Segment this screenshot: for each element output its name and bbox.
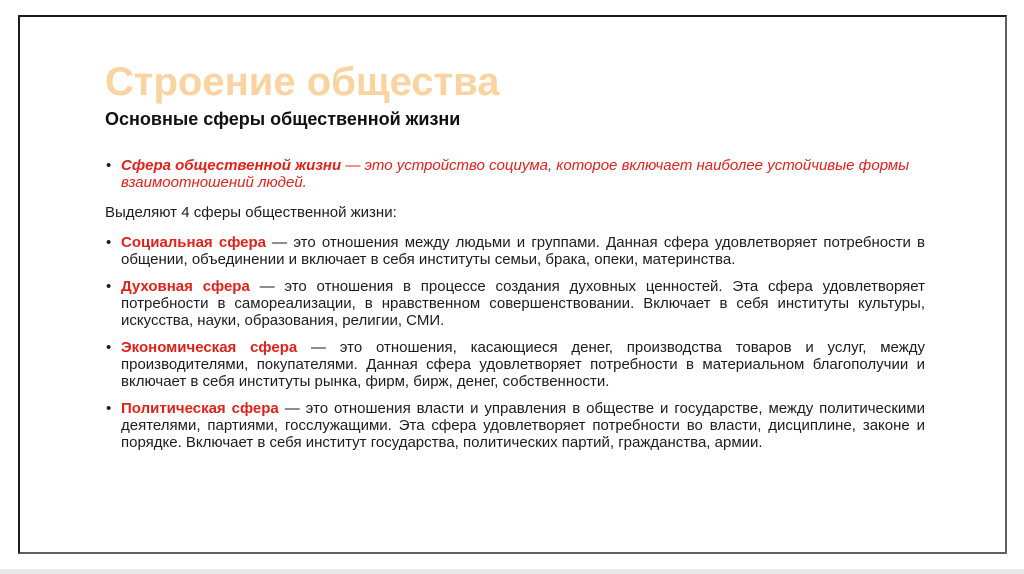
sphere-text: — это отношения, касающиеся денег, производства товаров и услуг, между производителями, покупателями. Данная сфера удовлетворяет потребности в материальном благополучии и включает в себя институты рынка, фирм, бирж, денег, собственности. — [121, 339, 925, 391]
slide — [18, 15, 1007, 554]
definition-term: Сфера общественной жизни — [121, 157, 342, 175]
slide-content — [20, 17, 1005, 451]
intro-line: Выделяют 4 сферы общественной жизни: — [105, 204, 397, 222]
slide-title: Строение общества — [105, 60, 500, 104]
list-item-economic — [105, 339, 925, 390]
bullet-marker: • — [106, 157, 112, 175]
slide-body — [105, 157, 925, 451]
definition-item — [105, 157, 925, 191]
sphere-text: — это отношения в процессе создания духовных ценностей. Эта сфера удовлетворяет потребности в самореализации, в нравственном совершенствовании. Включает в себя институты культуры, искусства, науки, образования, религии, СМИ. — [121, 278, 925, 330]
sphere-name: Экономическая сфера — [121, 339, 298, 357]
sphere-text: — это отношения власти и управления в обществе и государстве, между политическими деятелями, партиями, госслужащими. Эта сфера удовлетворяет потребности во власти, дисциплине, законе и порядке. Включает в себя институт государства, политических партий, гражданства, армии. — [121, 400, 925, 452]
bullet-marker: • — [106, 339, 112, 357]
list-item-political — [105, 400, 925, 451]
bullet-marker: • — [106, 234, 112, 252]
sphere-name: Политическая сфера — [121, 400, 279, 418]
bullet-marker: • — [106, 278, 112, 296]
list-item-social — [105, 234, 925, 268]
list-item-spiritual — [105, 278, 925, 329]
screen-bottom-edge — [0, 569, 1024, 574]
sphere-name: Духовная сфера — [121, 278, 250, 296]
sphere-text: — это отношения между людьми и группами. Данная сфера удовлетворяет потребности в общении, объединении и включает в себя институты семьи, брака, опеки, материнства. — [121, 234, 926, 269]
bullet-marker: • — [106, 400, 112, 418]
slide-subtitle: Основные сферы общественной жизни — [105, 109, 461, 130]
definition-text: — это устройство социума, которое включает наиболее устойчивые формы взаимоотношений людей. — [121, 157, 910, 192]
sphere-name: Социальная сфера — [121, 234, 266, 252]
